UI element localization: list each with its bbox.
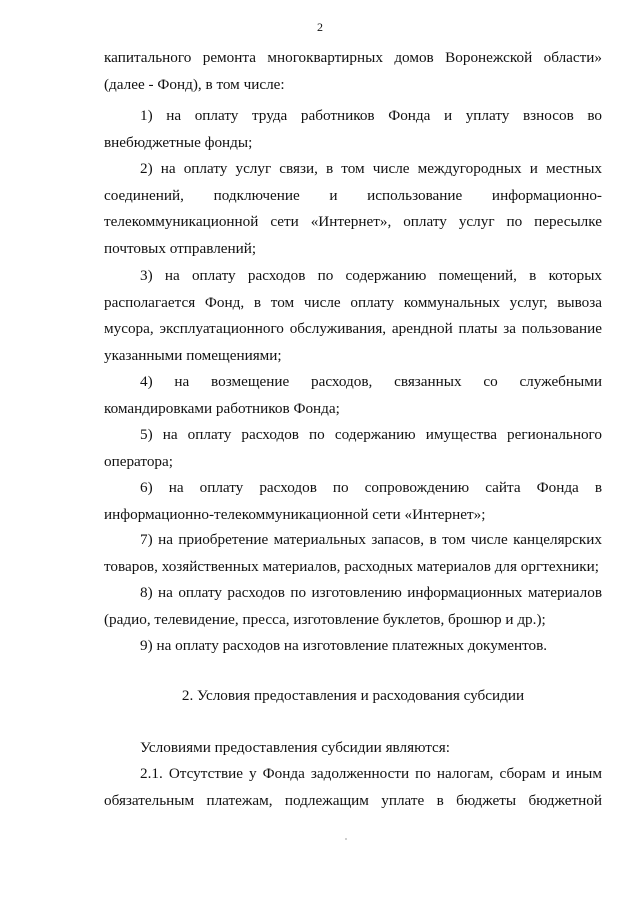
conditions-intro-block — [104, 735, 602, 762]
item-5 — [104, 422, 602, 475]
item-8-text: 8) на оплату расходов по изготовлению информационных материалов (радио, телевидение, пресса, изготовление буклетов, брошюр и др.); — [104, 584, 602, 628]
intro-paragraph — [104, 45, 602, 98]
section-heading: 2. Условия предоставления и расходования субсидии — [181, 687, 525, 704]
item-9 — [104, 633, 602, 660]
item-1-text: 1) на оплату труда работников Фонда и уплату взносов во внебюджетные фонды; — [104, 107, 602, 151]
item-3 — [104, 263, 602, 369]
item-8 — [104, 580, 602, 633]
item-7 — [104, 527, 602, 580]
item-2 — [104, 156, 602, 262]
item-2-text: 2) на оплату услуг связи, в том числе междугородных и местных соединений, подключение и использование информационно-телекоммуникационной сети «Интернет», оплату услуг по пересылке почтовых отправлений; — [104, 160, 602, 257]
item-5-text: 5) на оплату расходов по содержанию имущества регионального оператора; — [104, 426, 602, 470]
item-4 — [104, 369, 602, 422]
conditions-intro: Условиями предоставления субсидии являются: — [140, 739, 450, 756]
intro-text: капитального ремонта многоквартирных домов Воронежской области» (далее - Фонд), в том числе: — [104, 49, 602, 93]
scan-speck — [345, 838, 347, 840]
condition-2-1: 2.1. Отсутствие у Фонда задолженности по налогам, сборам и иным обязательным платежам, подлежащим уплате в бюджеты бюджетной — [104, 765, 602, 809]
item-7-text: 7) на приобретение материальных запасов, в том числе канцелярских товаров, хозяйственных материалов, расходных материалов для оргтехники; — [104, 531, 602, 575]
item-1 — [104, 103, 602, 156]
item-3-text: 3) на оплату расходов по содержанию помещений, в которых располагается Фонд, в том числе оплату коммунальных услуг, вывоза мусора, эксплуатационного обслуживания, арендной платы за пользование указанными помещениями; — [104, 267, 602, 364]
item-6 — [104, 475, 602, 528]
condition-2-1-block — [104, 761, 602, 814]
item-4-text: 4) на возмещение расходов, связанных со служебными командировками работников Фонда; — [104, 373, 602, 417]
item-9-text: 9) на оплату расходов на изготовление платежных документов. — [140, 637, 548, 654]
section-heading-block — [104, 683, 602, 710]
item-6-text: 6) на оплату расходов по сопровождению сайта Фонда в информационно-телекоммуникационной сети «Интернет»; — [104, 479, 602, 523]
page-number: 2 — [317, 20, 323, 34]
